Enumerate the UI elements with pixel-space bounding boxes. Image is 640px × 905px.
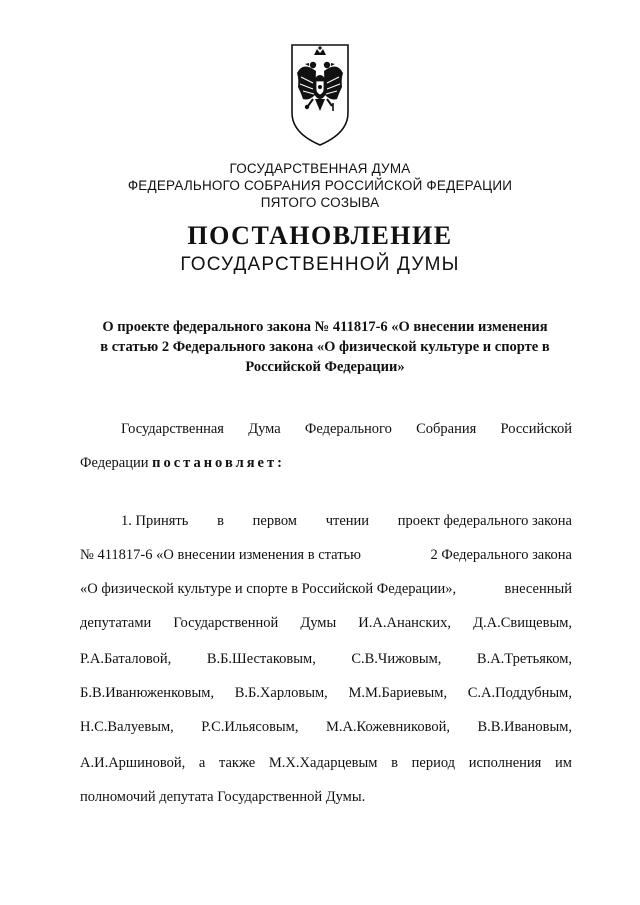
clause-line bbox=[80, 719, 572, 736]
subject-line: в статью 2 Федерального закона «О физической культуре и спорте в bbox=[100, 339, 550, 355]
clause-word: В.А.Третьяком, bbox=[476, 651, 572, 667]
clause-line: полномочий депутата Государственной Думы. bbox=[80, 789, 366, 805]
clause-line bbox=[80, 615, 572, 632]
clause-word: проект федерального закона bbox=[397, 513, 572, 529]
clause-word: М.Х.Хадарцевым bbox=[268, 755, 378, 771]
clause-line bbox=[80, 651, 572, 668]
clause-line bbox=[80, 755, 572, 772]
clause-word: депутатами bbox=[80, 615, 152, 631]
clause-word: Думы bbox=[300, 615, 337, 631]
clause-word: Государственной bbox=[173, 615, 279, 631]
clause-word: 1. Принять bbox=[121, 513, 189, 529]
clause-word: № 411817-6 «О внесении изменения в статью bbox=[80, 547, 361, 563]
clause-line bbox=[80, 685, 572, 702]
preamble-word: Федерации bbox=[80, 455, 149, 471]
preamble-word: Государственная bbox=[121, 421, 224, 437]
clause-word: им bbox=[555, 755, 572, 771]
preamble-word: Дума bbox=[248, 421, 281, 437]
clause-word: внесенный bbox=[504, 581, 572, 597]
coat-of-arms-emblem bbox=[289, 43, 351, 147]
document-type-title: ПОСТАНОВЛЕНИЕ bbox=[187, 221, 453, 250]
clause-word: Д.А.Свищевым, bbox=[473, 615, 572, 631]
clause-word: первом bbox=[252, 513, 297, 529]
clause-word: Н.С.Валуевым, bbox=[80, 719, 174, 735]
clause-word: М.М.Бариевым, bbox=[348, 685, 448, 701]
resolution-subject bbox=[80, 317, 570, 377]
clause-word: Р.С.Ильясовым, bbox=[201, 719, 299, 735]
subject-line: Российской Федерации» bbox=[245, 359, 405, 375]
clause-word: А.И.Аршиновой, bbox=[80, 755, 186, 771]
clause-word: В.Б.Харловым, bbox=[234, 685, 328, 701]
clause-word: В.Б.Шестаковым, bbox=[206, 651, 316, 667]
clause-word: исполнения bbox=[468, 755, 542, 771]
clause-word: в bbox=[217, 513, 224, 529]
document-type-subtitle: ГОСУДАРСТВЕННОЙ ДУМЫ bbox=[180, 254, 460, 275]
clause-word: 2 Федерального закона bbox=[430, 547, 572, 563]
clause-word: М.А.Кожевниковой, bbox=[325, 719, 450, 735]
preamble-line bbox=[121, 421, 572, 438]
clause-word: И.А.Ананских, bbox=[358, 615, 452, 631]
header-line-assembly: ФЕДЕРАЛЬНОГО СОБРАНИЯ РОССИЙСКОЙ ФЕДЕРАЦИИ bbox=[127, 178, 513, 193]
clause-word: также bbox=[218, 755, 256, 771]
clause-word: С.В.Чижовым, bbox=[351, 651, 442, 667]
preamble-line bbox=[80, 455, 285, 472]
clause-word: Р.А.Баталовой, bbox=[80, 651, 172, 667]
clause-word: а bbox=[198, 755, 206, 771]
clause-word: «О физической культуре и спорте в Российской Федерации», bbox=[80, 581, 457, 597]
clause-line bbox=[80, 547, 572, 564]
clause-line bbox=[121, 513, 572, 530]
preamble-word: Российской bbox=[500, 421, 572, 437]
clause-word: в bbox=[391, 755, 398, 771]
preamble-word: Федерального bbox=[304, 421, 392, 437]
clause-line bbox=[80, 581, 572, 598]
clause-word: В.В.Ивановым, bbox=[477, 719, 572, 735]
header-line-duma: ГОСУДАРСТВЕННАЯ ДУМА bbox=[229, 161, 411, 176]
preamble-verb: постановляет: bbox=[152, 455, 285, 471]
clause-word: период bbox=[411, 755, 456, 771]
clause-word: чтении bbox=[325, 513, 370, 529]
clause-word: С.А.Поддубным, bbox=[467, 685, 572, 701]
clause-word: Б.В.Иванюженковым, bbox=[80, 685, 215, 701]
subject-line: О проекте федерального закона № 411817-6 «О внесении изменения bbox=[102, 319, 548, 335]
preamble-word: Собрания bbox=[416, 421, 477, 437]
header-line-convocation: ПЯТОГО СОЗЫВА bbox=[260, 195, 380, 210]
